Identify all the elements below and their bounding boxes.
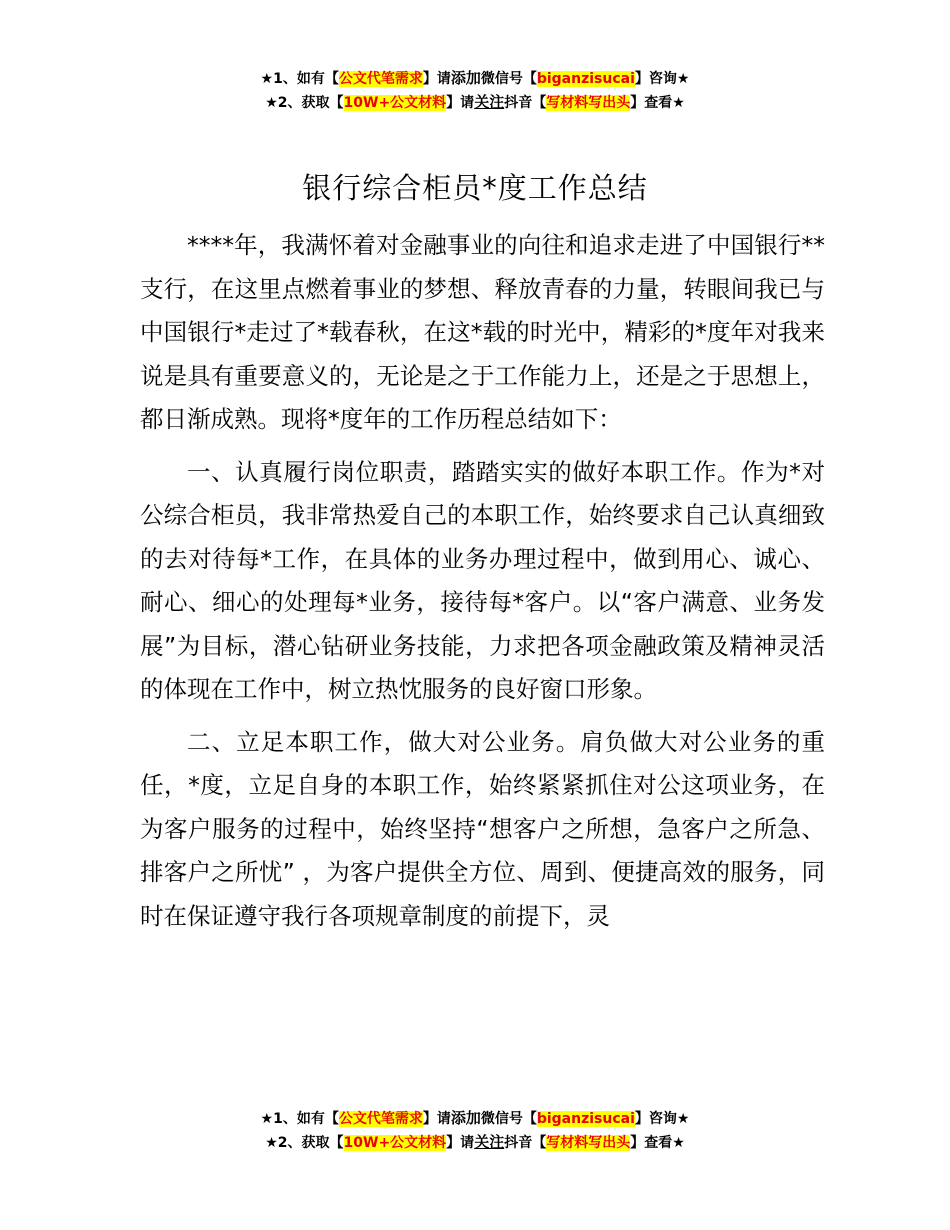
header-banner	[0, 67, 950, 115]
wechat-id-highlight: biganzisucai	[536, 1111, 635, 1127]
banner-line-2	[0, 1131, 950, 1155]
document-body	[140, 224, 825, 947]
banner-text: ★1、如有【	[260, 1111, 339, 1127]
underlined-text: 关注	[474, 93, 505, 111]
banner-text: 】请	[446, 1135, 475, 1151]
banner-text: 】查看★	[630, 1135, 685, 1151]
banner-text: 】请	[422, 1111, 451, 1127]
banner-line-2	[0, 91, 950, 115]
highlight-text: 公文代笔需求	[338, 71, 423, 87]
banner-text: 抖音【	[504, 1135, 547, 1151]
highlight-text: 10W+公文材料	[343, 1135, 447, 1151]
highlight-text: 公文代笔需求	[338, 1111, 423, 1127]
emphasis-text: 添加	[450, 1109, 481, 1127]
banner-line-1	[0, 67, 950, 91]
wechat-id-highlight: biganzisucai	[536, 71, 635, 87]
banner-text: 】请	[446, 95, 475, 111]
banner-text: 微信号【	[480, 71, 537, 87]
document-title: 银行综合柜员*度工作总结	[302, 171, 648, 205]
banner-text: 抖音【	[504, 95, 547, 111]
underlined-text: 关注	[474, 1133, 505, 1151]
banner-text: ★2、获取【	[265, 1135, 344, 1151]
banner-text: 】咨询★	[634, 1111, 690, 1127]
paragraph-intro: ****年，我满怀着对金融事业的向往和追求走进了中国银行**支行，在这里点燃着事业的梦想、释放青春的力量，转眼间我已与中国银行*走过了*载春秋，在这*载的时光中，精彩的*度年对我来说是具有重要意义的，无论是之于工作能力上，还是之于思想上，都日渐成熟。现将*度年的工作历程总结如下：	[140, 231, 825, 433]
highlight-text: 10W+公文材料	[343, 95, 447, 111]
highlight-text: 写材料写出头	[546, 1135, 631, 1151]
banner-text: 】咨询★	[634, 71, 690, 87]
banner-text: 】查看★	[630, 95, 685, 111]
paragraph-section-2: 二、立足本职工作，做大对公业务。肩负做大对公业务的重任，*度，立足自身的本职工作，始终紧紧抓住对公这项业务，在为客户服务的过程中，始终坚持“想客户之所想，急客户之所急、排客户之所忧” ，为客户提供全方位、周到、便捷高效的服务，同时在保证遵守我行各项规章制度的前提下，灵	[140, 727, 825, 930]
footer-banner	[0, 1107, 950, 1155]
emphasis-text: 添加	[450, 69, 481, 87]
highlight-text: 写材料写出头	[546, 95, 631, 111]
banner-text: ★2、获取【	[265, 95, 344, 111]
banner-text: 】请	[422, 71, 451, 87]
banner-line-1	[0, 1107, 950, 1131]
banner-text: ★1、如有【	[260, 71, 339, 87]
banner-text: 微信号【	[480, 1111, 537, 1127]
paragraph-section-1: 一、认真履行岗位职责，踏踏实实的做好本职工作。作为*对公综合柜员，我非常热爱自己的本职工作，始终要求自己认真细致的去对待每*工作，在具体的业务办理过程中，做到用心、诚心、耐心、细心的处理每*业务，接待每*客户。以“客户满意、业务发展”为目标，潜心钻研业务技能，力求把各项金融政策及精神灵活的体现在工作中，树立热忱服务的良好窗口形象。	[140, 457, 825, 703]
